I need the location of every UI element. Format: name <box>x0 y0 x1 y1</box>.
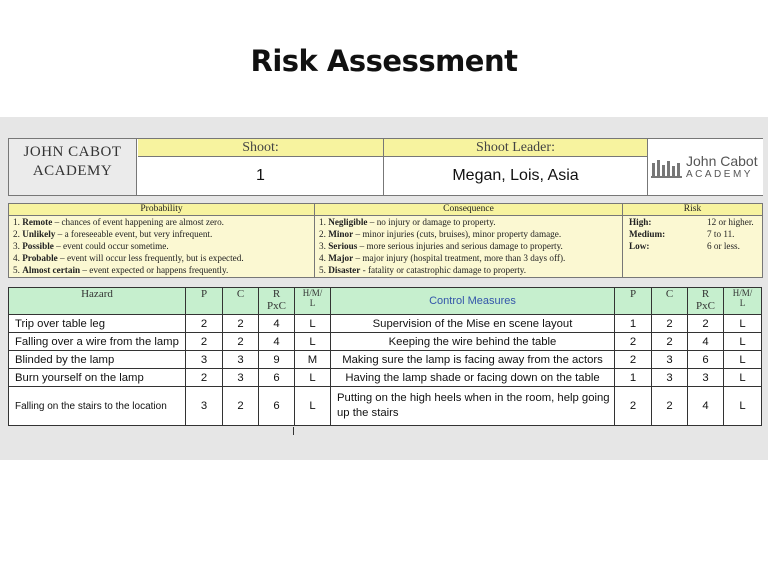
col-hml-after-bottom: L <box>739 298 746 308</box>
p2-cell: 2 <box>615 387 652 426</box>
risk-level-label: Low: <box>629 241 650 251</box>
item-desc: – no injury or damage to property. <box>367 217 496 227</box>
school-logo <box>647 139 763 195</box>
item-number: 3. <box>319 241 326 251</box>
col-hazard: Hazard <box>9 288 186 315</box>
probability-item <box>13 240 244 252</box>
risk-levels <box>629 216 759 252</box>
item-number: 2. <box>319 229 326 239</box>
school-name-line2: ACADEMY <box>32 163 113 179</box>
hazard-table <box>8 287 762 426</box>
logo-subtext: ACADEMY <box>686 169 753 180</box>
probability-heading: Probability <box>9 204 314 216</box>
shoot-label: Shoot: <box>138 139 383 157</box>
probability-item <box>13 216 244 228</box>
school-name <box>9 139 137 195</box>
col-hml-after-top: H/M/ <box>732 288 753 298</box>
item-number: 1. <box>13 217 20 227</box>
r-cell: 4 <box>259 333 295 351</box>
c-cell: 3 <box>223 351 259 369</box>
col-hml <box>295 288 331 315</box>
hazard-cell: Trip over table leg <box>9 315 186 333</box>
p-cell: 2 <box>186 315 223 333</box>
item-number: 4. <box>13 253 20 263</box>
item-term: Minor <box>328 229 354 239</box>
p-cell: 3 <box>186 351 223 369</box>
control-cell: Having the lamp shade or facing down on the table <box>331 369 615 387</box>
c-cell: 2 <box>223 315 259 333</box>
risk-key <box>8 203 763 278</box>
risk-level-low <box>629 240 759 252</box>
c2-cell: 2 <box>652 333 688 351</box>
hazard-cell: Burn yourself on the lamp <box>9 369 186 387</box>
control-cell: Supervision of the Mise en scene layout <box>331 315 615 333</box>
control-cell: Keeping the wire behind the table <box>331 333 615 351</box>
item-term: Remote <box>22 217 53 227</box>
p2-cell: 1 <box>615 315 652 333</box>
table-row <box>9 333 762 351</box>
item-desc: – chances of event happening are almost zero. <box>52 217 224 227</box>
item-desc: – more serious injuries and serious damage to property. <box>357 241 563 251</box>
col-consequence: C <box>223 288 259 315</box>
page-title: Risk Assessment <box>250 44 518 78</box>
hazard-cell: Falling on the stairs to the location <box>9 387 186 426</box>
risk-level-label: High: <box>629 217 652 227</box>
item-desc: – minor injuries (cuts, bruises), minor property damage. <box>353 229 562 239</box>
table-row <box>9 387 762 426</box>
item-number: 5. <box>319 265 326 275</box>
consequence-item <box>319 252 565 264</box>
r2-cell: 2 <box>688 315 724 333</box>
col-hml-bottom: L <box>309 298 316 308</box>
hml2-cell: L <box>724 333 762 351</box>
hml2-cell: L <box>724 315 762 333</box>
c-cell: 3 <box>223 369 259 387</box>
item-desc: - fatality or catastrophic damage to property. <box>360 265 527 275</box>
consequence-item <box>319 216 565 228</box>
hml-cell: M <box>295 351 331 369</box>
item-term: Negligible <box>328 217 368 227</box>
r2-cell: 4 <box>688 333 724 351</box>
item-number: 5. <box>13 265 20 275</box>
item-term: Almost certain <box>22 265 81 275</box>
probability-list <box>13 216 244 276</box>
hml2-cell: L <box>724 387 762 426</box>
risk-level-high <box>629 216 759 228</box>
risk-level-value: 7 to 11. <box>707 229 735 239</box>
hml-cell: L <box>295 369 331 387</box>
item-number: 1. <box>319 217 326 227</box>
c-cell: 2 <box>223 333 259 351</box>
col-risk-after <box>688 288 724 315</box>
col-control-measures: Control Measures <box>331 288 615 315</box>
table-row <box>9 369 762 387</box>
r2-cell: 4 <box>688 387 724 426</box>
building-icon <box>651 157 685 179</box>
item-desc: – event could occur sometime. <box>53 241 169 251</box>
control-cell: Putting on the high heels when in the room, help going up the stairs <box>331 387 615 426</box>
item-term: Major <box>328 253 354 263</box>
c-cell: 2 <box>223 387 259 426</box>
item-term: Disaster <box>328 265 361 275</box>
item-desc: – event expected or happens frequently. <box>80 265 229 275</box>
col-probability: P <box>186 288 223 315</box>
col-consequence-after: C <box>652 288 688 315</box>
p-cell: 2 <box>186 333 223 351</box>
school-name-line1: JOHN CABOT <box>23 144 122 160</box>
consequence-item <box>319 228 565 240</box>
consequence-item <box>319 264 565 276</box>
probability-item <box>13 228 244 240</box>
item-term: Probable <box>22 253 58 263</box>
consequence-list <box>319 216 565 276</box>
item-number: 4. <box>319 253 326 263</box>
hml2-cell: L <box>724 369 762 387</box>
item-number: 2. <box>13 229 20 239</box>
consequence-item <box>319 240 565 252</box>
col-probability-after: P <box>615 288 652 315</box>
col-risk-bottom: PxC <box>267 300 286 312</box>
control-cell: Making sure the lamp is facing away from the actors <box>331 351 615 369</box>
item-term: Possible <box>22 241 54 251</box>
p2-cell: 2 <box>615 351 652 369</box>
shoot-leader-value: Megan, Lois, Asia <box>452 167 579 184</box>
probability-item <box>13 264 244 276</box>
r-cell: 6 <box>259 387 295 426</box>
c2-cell: 2 <box>652 387 688 426</box>
p-cell: 2 <box>186 369 223 387</box>
p-cell: 3 <box>186 387 223 426</box>
col-risk <box>259 288 295 315</box>
logo-text: John Cabot <box>686 153 758 169</box>
hml-cell: L <box>295 315 331 333</box>
risk-level-value: 12 or higher. <box>707 217 754 227</box>
shoot-value: 1 <box>256 167 265 184</box>
item-term: Unlikely <box>22 229 56 239</box>
sheet-header <box>8 138 763 196</box>
item-number: 3. <box>13 241 20 251</box>
r-cell: 4 <box>259 315 295 333</box>
risk-level-label: Medium: <box>629 229 666 239</box>
hazard-cell: Blinded by the lamp <box>9 351 186 369</box>
c2-cell: 3 <box>652 351 688 369</box>
table-row <box>9 351 762 369</box>
col-hml-top: H/M/ <box>302 288 323 298</box>
table-row <box>9 315 762 333</box>
item-desc: – a foreseeable event, but very infrequent. <box>55 229 213 239</box>
item-desc: – major injury (hospital treatment, more than 3 days off). <box>353 253 566 263</box>
r2-cell: 6 <box>688 351 724 369</box>
consequence-heading: Consequence <box>315 204 622 216</box>
item-desc: – event will occur less frequently, but is expected. <box>57 253 244 263</box>
hml-cell: L <box>295 387 331 426</box>
col-risk-after-top: R <box>701 288 710 300</box>
p2-cell: 2 <box>615 333 652 351</box>
p2-cell: 1 <box>615 369 652 387</box>
hml2-cell: L <box>724 351 762 369</box>
risk-level-medium <box>629 228 759 240</box>
r2-cell: 3 <box>688 369 724 387</box>
c2-cell: 3 <box>652 369 688 387</box>
item-term: Serious <box>328 241 358 251</box>
hazard-cell: Falling over a wire from the lamp <box>9 333 186 351</box>
r-cell: 9 <box>259 351 295 369</box>
col-hml-after <box>724 288 762 315</box>
col-risk-top: R <box>272 288 281 300</box>
hml-cell: L <box>295 333 331 351</box>
shoot-leader-label: Shoot Leader: <box>384 139 647 157</box>
probability-item <box>13 252 244 264</box>
table-header-row <box>9 288 762 315</box>
risk-level-value: 6 or less. <box>707 241 740 251</box>
c2-cell: 2 <box>652 315 688 333</box>
col-risk-after-bottom: PxC <box>696 300 715 312</box>
risk-heading: Risk <box>623 204 762 216</box>
r-cell: 6 <box>259 369 295 387</box>
table-edge-mark <box>293 427 294 435</box>
